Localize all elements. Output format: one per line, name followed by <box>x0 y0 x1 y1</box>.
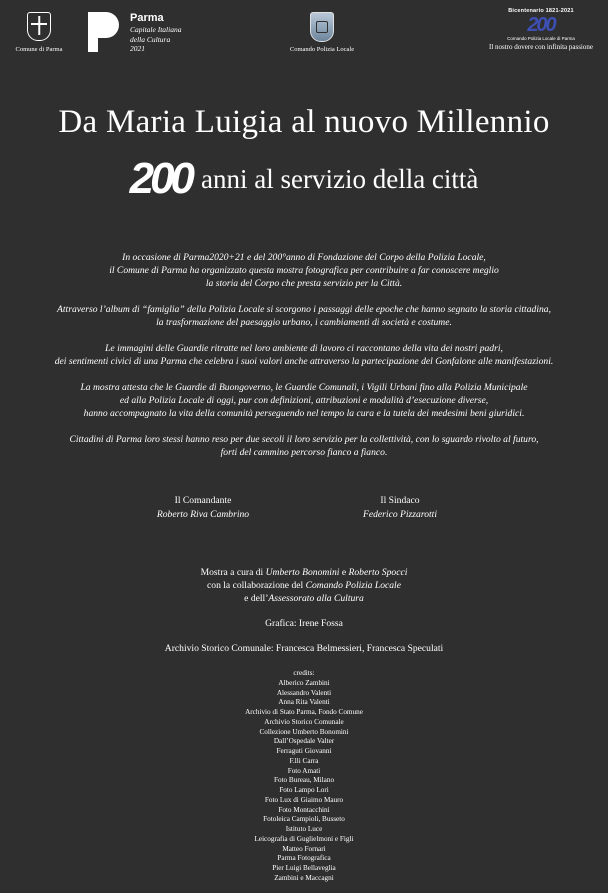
signature-name: Federico Pizzarotti <box>363 509 437 520</box>
credit-item: Foto Bureau, Milano <box>273 776 335 785</box>
parma-logo-title: Parma <box>130 12 164 24</box>
credit-item: Foto Lampo Lori <box>279 786 329 794</box>
credit-item: Foto Montacchini <box>278 805 330 814</box>
bicentenario-number: 200 <box>527 14 555 36</box>
curators-line <box>0 566 608 579</box>
curators-text: e dell’ <box>244 593 269 604</box>
intro-text <box>0 251 608 472</box>
credit-item: Alberico Zambini <box>278 678 330 687</box>
text-line: forti del cammino percorso fianco a fianco. <box>220 447 388 458</box>
text-line: il Comune di Parma ha organizzato questa mostra fotografica per contribuire a far conoscere meglio <box>109 265 499 276</box>
archivio-credit: Archivio Storico Comunale: Francesca Belmessieri, Francesca Speculati <box>164 643 444 654</box>
credits-title: credits: <box>293 669 315 677</box>
credit-item: Alessandro Valenti <box>276 688 332 697</box>
curators-line <box>0 579 608 592</box>
subtitle-number: 200 <box>129 154 192 203</box>
credit-item: Collezione Umberto Bonomini <box>259 727 349 736</box>
bicentenario-top: Bicentenario 1821-2021 <box>508 8 574 14</box>
credit-item: Dall’Ospedale Valter <box>273 737 335 746</box>
credit-item: Zambini e Maccagni <box>274 873 334 882</box>
bicentenario-sub: Comando Polizia Locale di Parma <box>507 36 575 41</box>
collaborator-name: Comando Polizia Locale <box>305 580 401 591</box>
bicentenario-motto: Il nostro dovere con infinita passione <box>488 43 593 51</box>
text-line: ed alla Polizia Locale di oggi, pur con definizioni, attribuzioni e modalità d’esecuzione diverse, <box>119 395 489 406</box>
paragraph <box>0 342 608 368</box>
parma-logo-line: Capitale Italiana <box>130 25 182 34</box>
collaborator-name: Assessorato alla Cultura <box>268 593 364 604</box>
polizia-shield-icon <box>310 12 334 42</box>
parma-logo-line: della Cultura <box>130 34 171 44</box>
credit-item: Parma Fotografica <box>277 854 331 863</box>
credit-item: Istituto Luce <box>285 825 323 833</box>
credit-item: Archivio di Stato Parma, Fondo Comune <box>245 708 363 716</box>
page-title: Da Maria Luigia al nuovo Millennio <box>58 104 550 140</box>
credit-item: F.lli Carra <box>289 756 319 765</box>
credit-item: Fotoleica Campioli, Busseto <box>263 815 345 824</box>
credits-list <box>0 669 608 884</box>
credit-item: Leicografia di Guglielmoni e Figli <box>254 834 354 843</box>
paragraph <box>0 433 608 459</box>
text-line: La mostra attesta che le Guardie di Buongoverno, le Guardie Comunali, i Vigili Urbani fino alla Polizia Municipale <box>80 382 528 393</box>
text-line: In occasione di Parma2020+21 e del 200°anno di Fondazione del Corpo della Polizia Locale, <box>122 252 486 263</box>
signature-sindaco <box>320 494 480 522</box>
paragraph <box>0 303 608 329</box>
subtitle-row <box>0 154 608 203</box>
logo-bar <box>0 0 608 70</box>
curators-text: e <box>339 567 349 578</box>
signature-name: Roberto Riva Cambrino <box>156 509 250 520</box>
signature-comandante <box>123 494 283 522</box>
text-line: Attraverso l’album di “famiglia” della Polizia Locale si scorgono i passaggi delle epoche che hanno segnato la storia cittadina, <box>57 304 551 315</box>
text-line: la storia del Corpo che presta servizio per la Città. <box>205 278 403 289</box>
credit-item: Pier Luigi Bellaveglia <box>272 864 336 872</box>
paragraph <box>0 381 608 420</box>
comune-di-parma-logo <box>14 12 64 53</box>
parma-logo-line: 2021 <box>130 44 145 53</box>
curators-line <box>0 592 608 605</box>
credit-item: Foto Amati <box>287 766 321 775</box>
comune-crest-icon <box>27 12 51 41</box>
credit-item: Archivio Storico Comunale <box>264 717 344 726</box>
subtitle-text: anni al servizio della città <box>201 163 479 194</box>
text-line: hanno accompagnato la vita della comunità perseguendo nel tempo la cura e la tutela dei medesimi beni giuridici. <box>83 408 525 419</box>
text-line: dei sentimenti civici di una Parma che celebra i suoi valori anche attraverso la partecipazione del Gonfalone alle manifestazioni. <box>54 356 554 367</box>
text-line: Le immagini delle Guardie ritratte nel loro ambiente di lavoro ci raccontano della vita dei nostri padri, <box>105 343 503 354</box>
paragraph <box>0 251 608 290</box>
curators-text: con la collaborazione del <box>207 580 306 591</box>
parma-p-icon <box>88 12 122 52</box>
credit-item: Matteo Fornari <box>282 844 326 853</box>
text-line: la trasformazione del paesaggio urbano, i cambiamenti di società e costume. <box>156 317 452 328</box>
curators-text: Mostra a cura di <box>200 567 266 578</box>
polizia-caption: Comando Polizia Locale <box>289 46 355 53</box>
curator-name: Umberto Bonomini <box>265 567 340 578</box>
grafica-credit: Grafica: Irene Fossa <box>265 618 343 629</box>
curator-name: Roberto Spocci <box>348 567 408 578</box>
signature-role: Il Comandante <box>174 495 232 506</box>
credit-item: Foto Lux di Giaimo Mauro <box>264 795 344 804</box>
text-line: Cittadini di Parma loro stessi hanno reso per due secoli il loro servizio per la collettività, con lo sguardo rivolto al futuro, <box>69 434 539 445</box>
signature-role: Il Sindaco <box>380 495 420 506</box>
credit-item: Anna Rita Valenti <box>278 698 330 707</box>
credit-item: Ferraguti Giovanni <box>276 747 332 755</box>
comune-caption: Comune di Parma <box>15 46 63 53</box>
curators <box>0 566 608 605</box>
polizia-locale-logo <box>282 12 362 53</box>
parma-logo-text <box>130 12 181 54</box>
bicentenario-logo <box>478 8 604 51</box>
